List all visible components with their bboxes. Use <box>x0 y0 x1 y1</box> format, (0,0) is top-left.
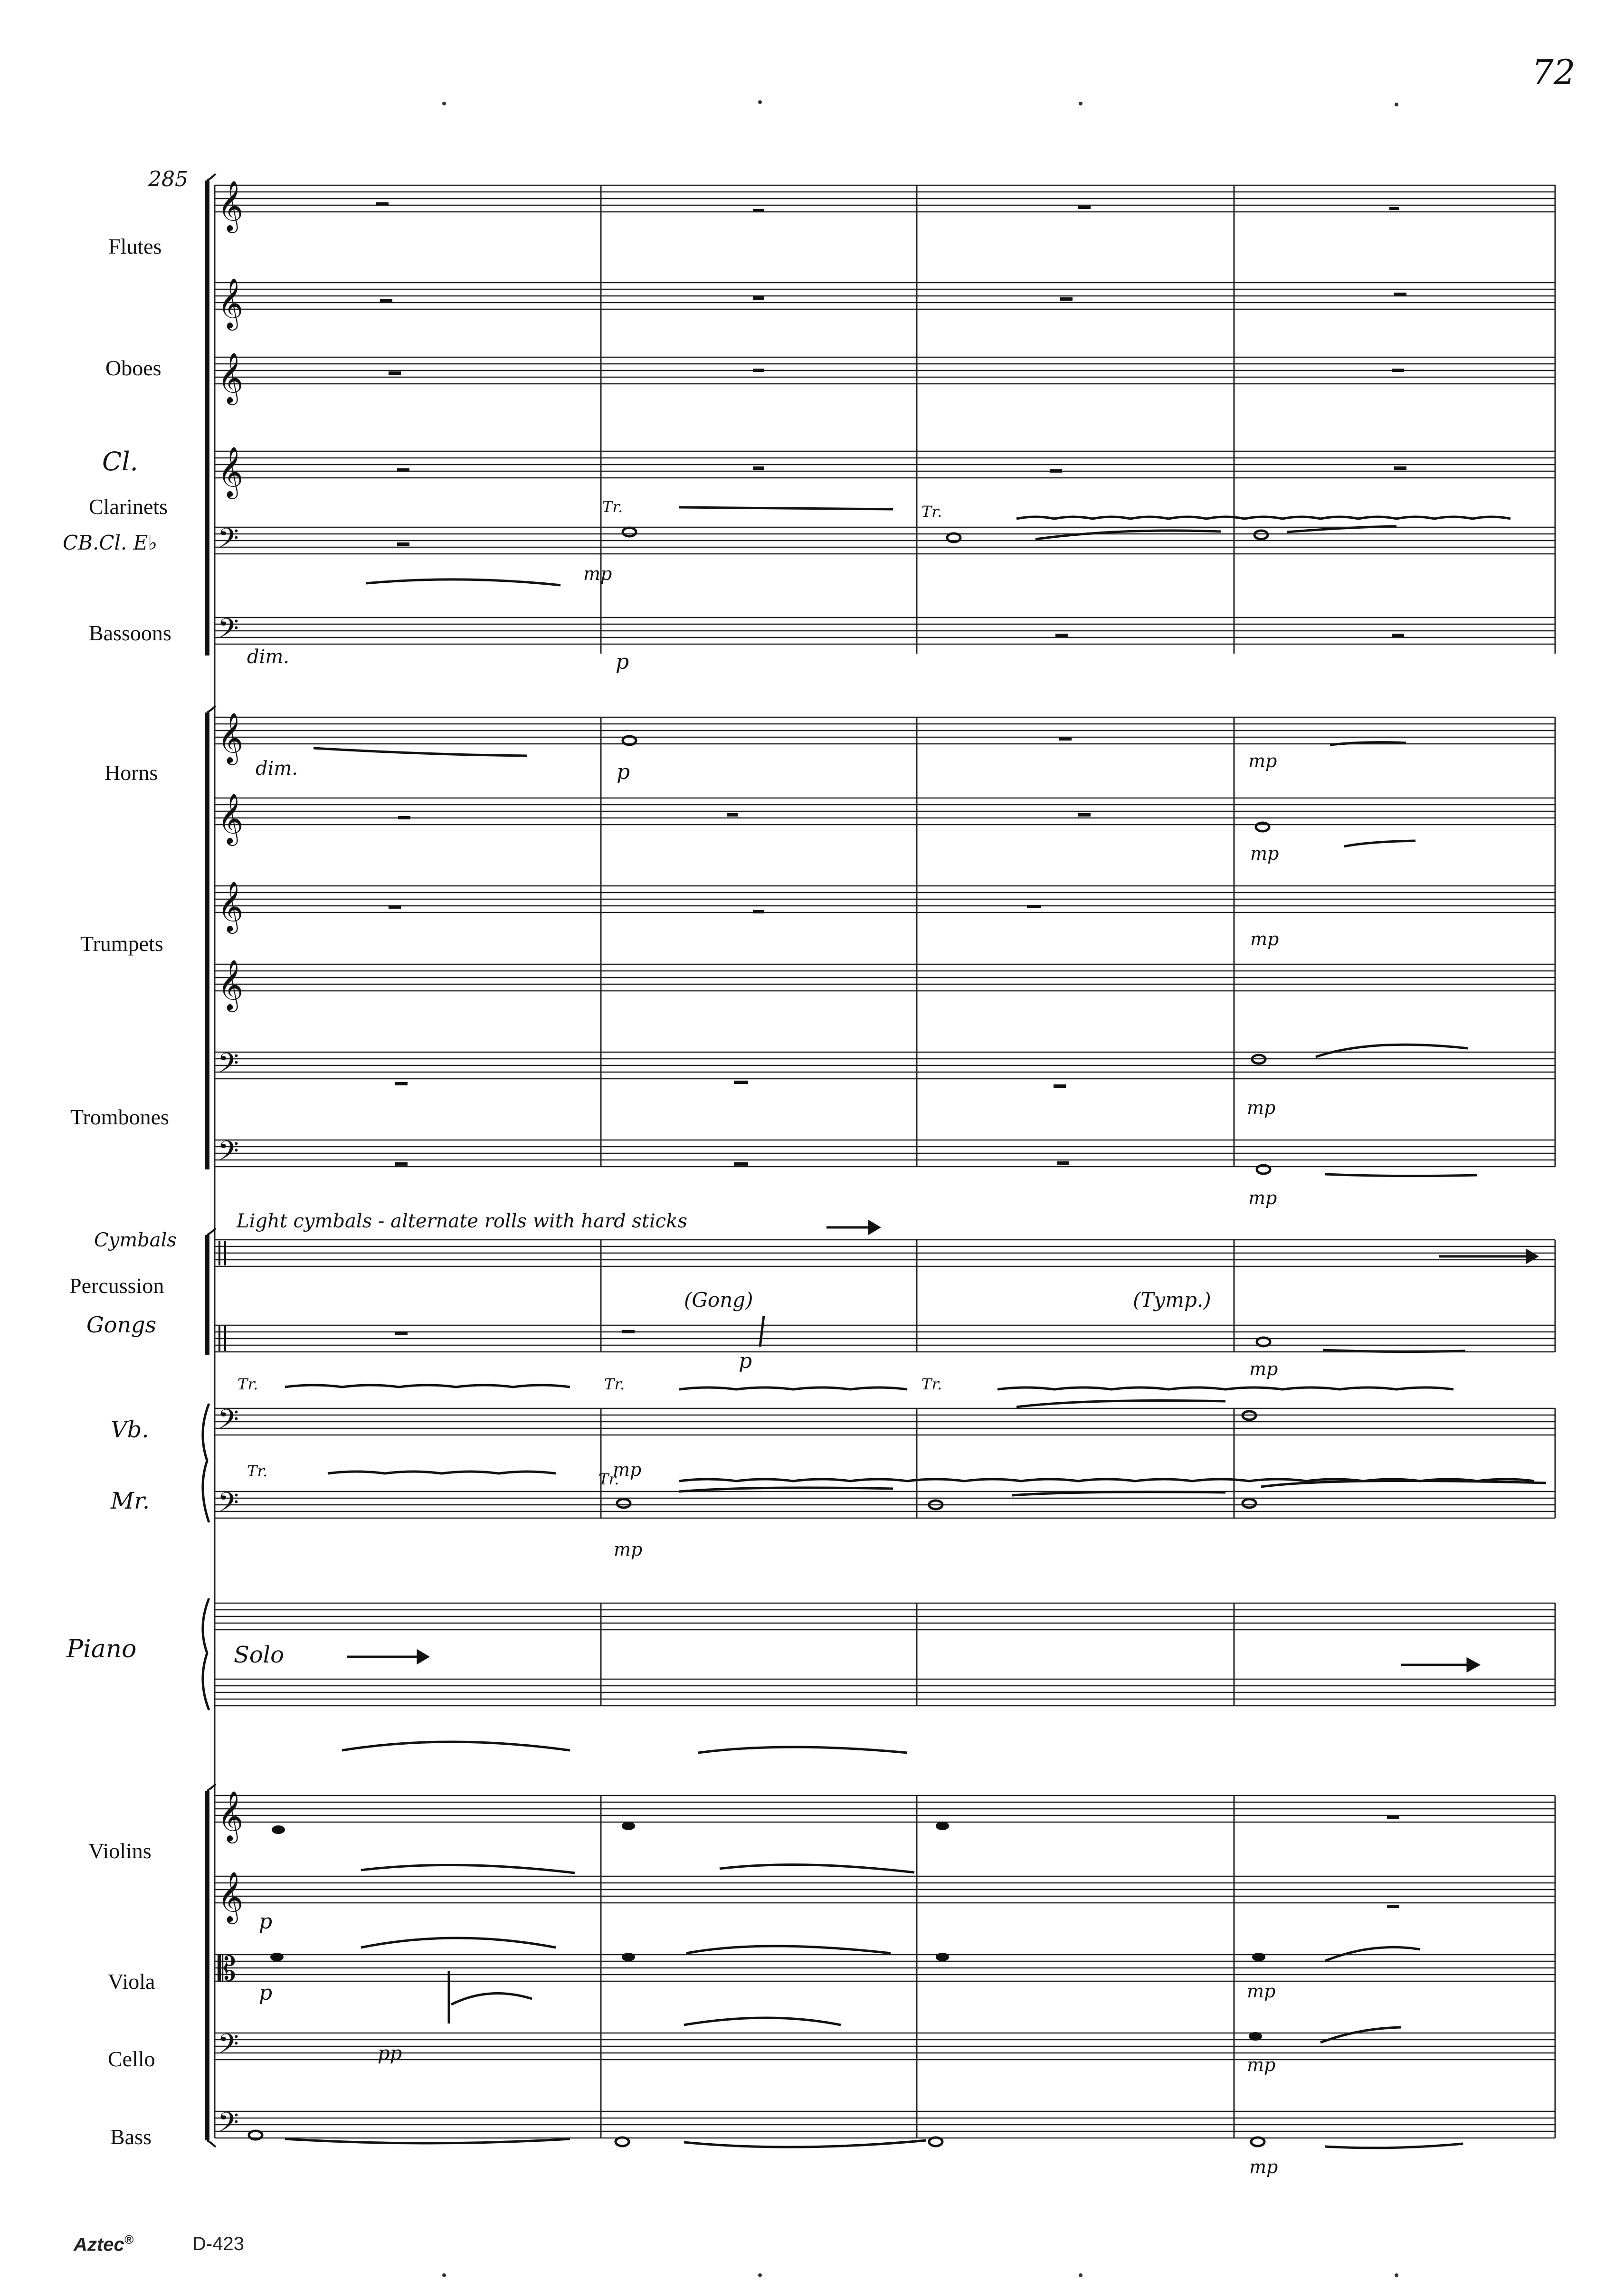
trill-marking: Tr. <box>921 503 942 521</box>
trill-marking: Tr. <box>604 1375 625 1393</box>
dynamic-mp: mp <box>1248 1188 1277 1208</box>
svg-text:𝄞: 𝄞 <box>218 1790 244 1841</box>
label-violins: Violins <box>88 1839 152 1863</box>
dynamic-mp: mp <box>1250 929 1279 950</box>
dim-marking: dim. <box>256 758 298 779</box>
dynamic-p: p <box>616 650 629 674</box>
svg-text:𝄢: 𝄢 <box>218 2106 239 2145</box>
trill-marking: Tr. <box>598 1470 619 1488</box>
slurs <box>285 526 1546 2148</box>
svg-text:𝄢: 𝄢 <box>218 1047 239 1086</box>
label-clarinets: Clarinets <box>89 494 168 519</box>
staff-lines <box>215 185 1555 2138</box>
dynamic-mp: mp <box>1247 2054 1276 2075</box>
dynamic-p: p <box>259 1910 273 1934</box>
dynamic-mp: mp <box>613 1459 642 1480</box>
label-viola: Viola <box>108 1969 155 1994</box>
dynamic-mp: mp <box>1249 2156 1278 2177</box>
cymbal-instruction: Light cymbals - alternate rolls with hard sticks <box>237 1210 687 1232</box>
trill-marking: Tr. <box>921 1375 942 1393</box>
trill-marking: Tr. <box>247 1462 268 1480</box>
label-oboes: Oboes <box>105 356 161 380</box>
gong-marking: (Gong) <box>684 1288 753 1311</box>
registered-mark: ® <box>124 2232 133 2247</box>
svg-text:𝄞: 𝄞 <box>218 881 244 931</box>
label-cymbals-hand: Cymbals <box>94 1229 177 1251</box>
dynamic-mp: mp <box>1248 750 1277 771</box>
brackets <box>203 174 216 2147</box>
svg-text:𝄞: 𝄞 <box>218 712 244 763</box>
publisher-brand: Aztec <box>74 2234 124 2255</box>
label-cb-clarinet-hand: CB.Cl. E♭ <box>63 531 158 554</box>
svg-text:𝄞: 𝄞 <box>218 352 244 403</box>
dim-marking: dim. <box>247 646 290 668</box>
dynamic-mp: mp <box>1247 1981 1276 2002</box>
label-trumpets: Trumpets <box>80 931 163 956</box>
svg-text:𝄡: 𝄡 <box>218 1949 237 1988</box>
label-vibes-hand: Vb. <box>111 1416 149 1443</box>
timp-marking: (Tymp.) <box>1133 1288 1211 1311</box>
label-percussion: Percussion <box>69 1273 164 1298</box>
svg-text:𝄞: 𝄞 <box>218 446 244 497</box>
dynamic-p: p <box>259 1981 273 2005</box>
dynamic-p: p <box>617 760 630 784</box>
label-clarinet-hand: Cl. <box>102 446 138 476</box>
svg-text:𝄢: 𝄢 <box>218 522 239 561</box>
percussion-clefs <box>219 1241 225 1351</box>
label-flutes: Flutes <box>108 234 162 258</box>
svg-text:𝄢: 𝄢 <box>218 2028 239 2067</box>
measure-number: 285 <box>148 167 188 191</box>
svg-text:𝄢: 𝄢 <box>218 1486 239 1525</box>
publisher-logo <box>74 2232 133 2255</box>
svg-text:𝄢: 𝄢 <box>218 1403 239 1442</box>
svg-text:𝄞: 𝄞 <box>218 793 244 844</box>
piano-solo-marking: Solo <box>234 1642 285 1668</box>
label-marimba-hand: Mr. <box>111 1488 150 1514</box>
dynamic-mp: mp <box>614 1539 643 1560</box>
svg-text:𝄞: 𝄞 <box>218 959 244 1010</box>
dynamic-pp: pp <box>378 2042 402 2064</box>
gong-stem <box>760 1316 764 1347</box>
trill-marking: Tr. <box>602 498 623 516</box>
trill-lines <box>285 507 1534 1481</box>
dynamic-mp: mp <box>583 563 612 584</box>
label-piano-hand: Piano <box>66 1635 137 1663</box>
label-horns: Horns <box>104 760 158 785</box>
svg-text:𝄢: 𝄢 <box>218 612 239 651</box>
label-trombones: Trombones <box>70 1105 169 1129</box>
filled-noteheads <box>270 1822 1265 2041</box>
page-number: 72 <box>1532 52 1576 92</box>
svg-text:𝄢: 𝄢 <box>218 1135 239 1174</box>
svg-text:𝄞: 𝄞 <box>218 277 244 328</box>
label-cello: Cello <box>108 2047 155 2071</box>
clefs <box>218 180 243 2145</box>
label-gongs-hand: Gongs <box>86 1312 157 1338</box>
dynamic-p: p <box>739 1349 752 1373</box>
dynamic-mp: mp <box>1249 1358 1278 1379</box>
label-bass: Bass <box>110 2125 152 2149</box>
dynamic-mp: mp <box>1247 1097 1276 1118</box>
label-bassoons: Bassoons <box>89 621 171 645</box>
trill-marking: Tr. <box>237 1375 258 1393</box>
dynamic-mp: mp <box>1250 843 1279 864</box>
publisher-code: D-423 <box>192 2233 244 2254</box>
svg-text:𝄞: 𝄞 <box>218 1871 244 1922</box>
svg-text:𝄞: 𝄞 <box>218 180 244 231</box>
